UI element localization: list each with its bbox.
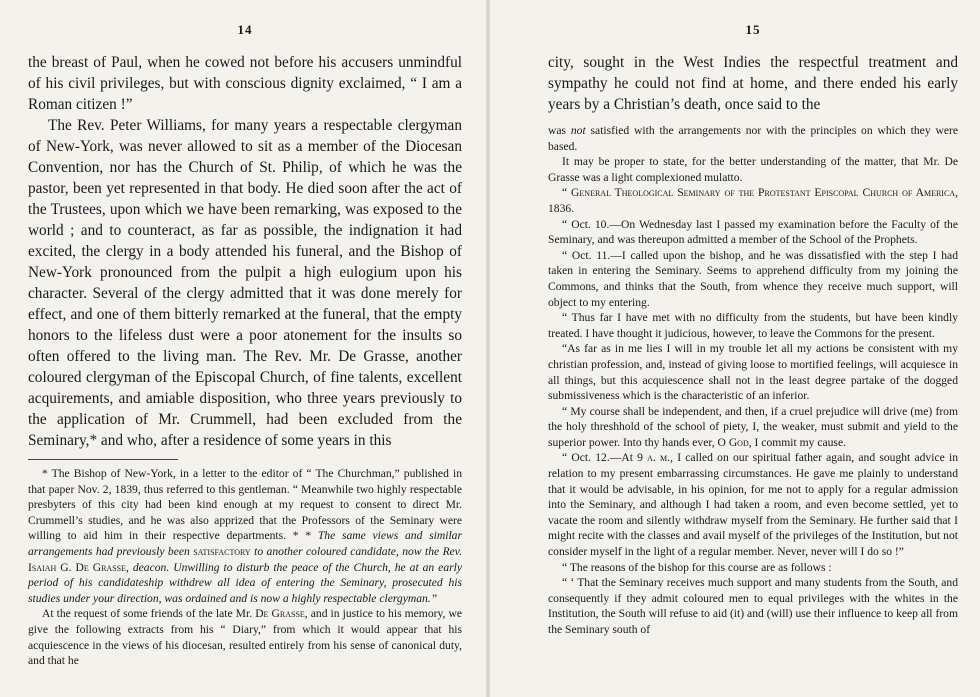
extract-p1: [548, 123, 958, 154]
p1-italic: not: [570, 124, 586, 137]
extract-p4: “ Oct. 10.—On Wednesday last I passed my examination before the Faculty of the Seminary, and was thereupon admitted a member of the School of the Prophets.: [548, 217, 958, 247]
p9-start: “ Oct. 12.—At 9: [562, 451, 648, 465]
left-page: [0, 0, 486, 697]
footnote-name: Isaiah G. De Grasse: [28, 560, 126, 574]
left-paragraph-2: The Rev. Peter Williams, for many years a respectable clergyman of New-York, was never allowed to sit as a member of the Diocesan Convention, nor has the Church of St. Philip, of which he was the pastor, been yet represented in that body. He died soon after the act of the Trustees, upon which we have been remarking, was exposed to the world ; and to counteract, as far as possible, the indignation it had excited, the clergy in a body attended his funeral, and the Bishop of New-York pronounced from the pulpit a high eulogium upon his character. Several of the clergy admitted that it was done merely for effect, and one of them bitterly remarked at the funeral, that the empty honors to the lifeless dust were a poor atonement for the insults so often offered to the living man. The Rev. Mr. De Grasse, another coloured clergyman of the Episcopal Church, of fine talents, excellent acquirements, and amiable disposition, who three years previously to the application of Mr. Crummell, had been excluded from the Seminary,* and who, after a residence of some years in this: [28, 117, 462, 449]
closing-name: De Grasse: [255, 607, 305, 621]
footnote-italic-b: to another coloured candidate, now the Rev.: [250, 544, 462, 558]
footnote-lead: * The Bishop of New-York, in a letter to the editor of “ The Churchman,” published in that paper Nov. 2, 1839, thus referred to this gentleman. “ Meanwhile two highly respectable presbyters of this city had been kind enough at my request to consent to direct Mr. Crummell’s studies, and he was also apprized that the Professors of the Seminary were willing to aid him in their respective departments. * *: [28, 467, 462, 543]
footnote-caps: satisfactory: [193, 544, 251, 558]
right-lead-paragraph: city, sought in the West Indies the respectful treatment and sympathy he could not find at home, and there ended his early years by a Christian’s death, once said to the: [548, 54, 958, 113]
footnote-italic-a: The same views and similar arrangements had previously been: [28, 529, 462, 558]
right-page: [490, 0, 980, 697]
extract-p11: “ ‘ That the Seminary receives much support and many students from the South, and consequently if they admit coloured men to equal privileges with the whites in the Institution, the South will refuse to aid (it) and (will) use their influence to keep all from the Seminary south of: [548, 576, 958, 636]
extract-p10: “ The reasons of the bishop for this course are as follows :: [562, 560, 832, 574]
left-paragraph-1: the breast of Paul, when he cowed not before his accusers unmindful of his civil privileges, but with conscious dignity exclaimed, “ I am a Roman citizen !”: [28, 54, 462, 113]
diary-extracts: [548, 123, 958, 638]
closing-start: At the request of some friends of the late Mr.: [42, 607, 256, 621]
closing-end: , and in justice to his memory, we give the following extracts from his “ Diary,” from which it would appear that his acquiescence in the views of his diocesan, resulted entirely from his sense of canonical duty, and that he: [28, 607, 463, 668]
page-number-right: 15: [745, 22, 761, 37]
p8-end: , I commit my cause.: [748, 435, 846, 449]
extract-p2: It may be proper to state, for the better understanding of the matter, that Mr. De Grasse was a light complexioned mulatto.: [548, 155, 958, 184]
p8-caps: God: [728, 435, 749, 449]
extract-p5: “ Oct. 11.—I called upon the bishop, and he was dissatisfied with the step I had taken in entering the Seminary. Seems to apprehend difficulty from my joining the Commons, and thinks that the South, from whence they receive much support, will object to my entering.: [548, 248, 958, 309]
extract-p3: [548, 185, 958, 216]
p9-end: , I called on our spiritual father again, and sought advice in relation to my present embarrassing circumstances. He gave me plainly to understand that it would be advisable, in his opinion, for me not to apply for a regular admission into the Seminary, and although I had taken a room, and even become settled, yet to vacate the room and silently withdraw myself from the Seminary. He further said that I might recite with the classes and avail myself of the privileges of the Institution, but not consider myself in the light of a regular member. Never, never will I do so !”: [548, 451, 958, 559]
page-number-left: 14: [237, 22, 253, 37]
p3-end: , 1836.: [548, 186, 958, 215]
extract-p9: [548, 450, 958, 559]
footnote-italic-c: , deacon. Unwilling to disturb the peace of the Church, he at an early period of his candidateship withdrew all idea of entering the Seminary, prosecuted his studies under your direction, was ordained and is now a highly respectable clergyman.”: [28, 560, 463, 605]
footnote: [28, 466, 462, 669]
extract-p8: [548, 404, 958, 451]
p1-end: satisfied with the arrangements nor with the principles on which they were based.: [548, 124, 958, 153]
footnote-rule: [28, 459, 178, 460]
p3-caps: “ General Theological Seminary of the Protestant Episcopal Church of America: [562, 186, 956, 200]
p9-caps: a. m.: [647, 451, 671, 465]
extract-p6: “ Thus far I have met with no difficulty from the students, but have been kindly treated. I have thought it judicious, however, to leave the Commons for the present.: [548, 311, 958, 340]
p1-start: was: [548, 124, 571, 137]
extract-p7: “As far as in me lies I will in my trouble let all my actions be consistent with my christian profession, and, instead of giving loose to mortified feelings, will acquiesce in all things, but this acquiescence shall not in the least degree partake of the dogged submissiveness which is the characteristic of an inferior.: [548, 342, 958, 403]
p8-start: “ My course shall be independent, and then, if a cruel prejudice will drive (me) from the holy threshhold of the school of piety, I, the weaker, must submit and yield to the superior power. Into thy hands ever, O: [548, 404, 958, 449]
